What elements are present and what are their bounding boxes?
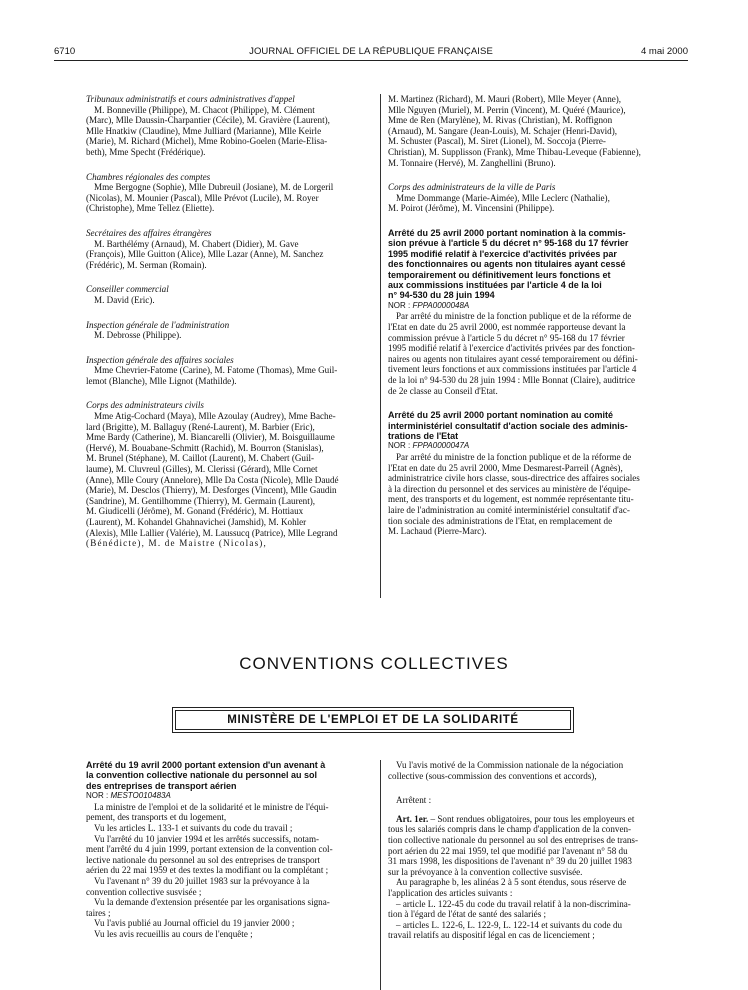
column-divider-bottom	[380, 760, 381, 990]
decree-body: La ministre de l'emploi et de la solidarité et le ministre de l'équi- pement, des transports et du logement, Vu les articles L. 133-1 et suivants du code du travail ; Vu l'arrêté du 10 janvier 1994 et les arrêtés successifs, notam- ment l'arrêté du 4 juin 1999, portant extension de la convention col- lective nationale du personnel au sol des entreprises de transport aérien du 22 mai 1959 et des textes la modifiant ou la complétant ; Vu l'avenant n° 39 du 20 juillet 1983 sur la prévoyance à la convention collective susvisée ; Vu la demande d'extension présentée par les organisations signa- taires ; Vu l'avis publié au Journal officiel du 19 janvier 2000 ; Vu les avis recueillis au cours de l'enquête ;	[86, 801, 333, 939]
article-1: Art. 1er. – Sont rendues obligatoires, pour tous les employeurs et tous les salariés compris dans le champ d'application de la conven- tion collective nationale du personnel au sol des entreprises de trans- port aérien du 22 mai 1959, tel que modifié par l'avenant n° 58 du 31 mars 1998, les dispositions de l'avenant n° 39 du 20 juillet 1983 sur la prévoyance à la convention collective susvisée.	[388, 813, 638, 877]
decree-title: Arrêté du 25 avril 2000 portant nomination au comité interministériel consultatif d'action sociale des adminis- trations de l'Etat	[388, 410, 628, 441]
left-column-bottom	[86, 760, 374, 940]
nor-reference: NOR : FPPA0000047A	[388, 441, 470, 451]
journal-title: JOURNAL OFFICIEL DE LA RÉPUBLIQUE FRANÇAISE	[249, 46, 493, 57]
name-list: M. Bonneville (Philippe), M. Chacot (Philippe), M. Clément (Marc), Mlle Daussin-Charpantier (Cécile), M. Gravière (Laurent), Mlle Hnatkiw (Claudine), Mme Julliard (Marianne), Mlle Keirle (Marie), M. Richard (Michel), Mme Robino-Goelen (Marie-Elisa- beth), Mme Specht (Frédérique).	[86, 104, 330, 157]
section-heading: Tribunaux administratifs et cours administratives d'appel	[86, 94, 295, 104]
right-column-bottom	[388, 760, 678, 941]
article-label: Art. 1er.	[396, 813, 429, 824]
name-list: Mme Dommange (Marie-Aimée), Mlle Leclerc (Nathalie), M. Poirot (Jérôme), M. Vincensini (Philippe).	[388, 192, 610, 214]
section-heading: Corps des administrateurs civils	[86, 400, 204, 411]
section-heading: Chambres régionales des comptes	[86, 171, 211, 182]
ministry-title: MINISTÈRE DE L'EMPLOI ET DE LA SOLIDARITÉ	[175, 710, 571, 730]
section-heading: Inspection générale de l'administration	[86, 319, 230, 330]
decree-body: Par arrêté du ministre de la fonction publique et de la réforme de l'Etat en date du 25 avril 2000, Mme Desmarest-Parreil (Agnès), administratrice civile hors classe, sous-directrice des affaires sociales à la direction du personnel et des services au ministère de l'équipe- ment, des transports et du logement, est nommée représentante titu- laire de l'administration au comité interministériel consultatif d'ac- tion sociale des administrations de l'Etat, en remplacement de M. Lachaud (Pierre-Marc).	[388, 451, 640, 537]
name-list: Mme Bergogne (Sophie), Mlle Dubreuil (Josiane), M. de Lorgeril (Nicolas), M. Mounier (Pascal), Mlle Prévot (Lucile), M. Royer (Christophe), Mme Tellez (Eliette).	[86, 182, 334, 214]
name-list: M. Martinez (Richard), M. Mauri (Robert), Mlle Meyer (Anne), Mlle Nguyen (Muriel), M. Perrin (Vincent), M. Quéré (Maurice), Mme de Ren (Marylène), M. Rivas (Christian), M. Roffignon (Arnaud), M. Sangare (Jean-Louis), M. Schajer (Henri-David), M. Schuster (Pascal), M. Siret (Lionel), M. Soccoja (Pierre- Christian), M. Supplisson (Frank), Mme Thibau-Leveque (Fabienne), M. Tonnaire (Hervé), M. Zanghellini (Bruno).	[388, 94, 641, 168]
header-rule	[54, 60, 688, 61]
section-title: CONVENTIONS COLLECTIVES	[239, 654, 509, 673]
nor-reference: NOR : MESTO010483A	[86, 791, 171, 801]
right-column-top	[388, 94, 678, 537]
decree-body: Vu l'avis motivé de la Commission nationale de la négociation collective (sous-commission des conventions et accords),	[388, 760, 624, 781]
name-list: Mme Atig-Cochard (Maya), Mlle Azoulay (Audrey), Mme Bache- lard (Brigitte), M. Ballaguy (René-Laurent), M. Barbier (Eric), Mme Bardy (Catherine), M. Biancarelli (Olivier), M. Boisguillaume (Hervé), M. Bouabane-Schmitt (Rachid), M. Bourron (Stanislas), M. Brunel (Stéphane), M. Caillot (Laurent), M. Chabert (Guil- laume), M. Cluvreul (Gilles), M. Clerissi (Gérard), Mlle Cornet (Anne), Mlle Coury (Annelore), Mlle Da Costa (Nicole), Mlle Daudé (Marie), M. Desclos (Thierry), M. Desforges (Vincent), Mlle Gaudin (Sandrine), M. Gentilhomme (Thierry), M. Germain (Laurent), M. Giudicelli (Jérôme), M. Gonand (Frédéric), M. Hottiaux (Laurent), M. Kohandel Ghahnavichei (Jamshid), M. Kohler (Alexis), Mlle Lallier (Valérie), M. Laussucq (Patrice), Mlle Legrand (Bénédicte), M. de Maistre (Nicolas),	[86, 411, 339, 549]
name-list: M. Barthélémy (Arnaud), M. Chabert (Didier), M. Gave (François), Mlle Guitton (Alice), Mlle Lazar (Anne), M. Sanchez (Frédéric), M. Serman (Romain).	[86, 238, 324, 270]
ministry-box	[172, 707, 574, 733]
page-number: 6710	[54, 46, 76, 57]
arretent-label: Arrêtent :	[396, 795, 432, 806]
section-heading: Secrétaires des affaires étrangères	[86, 227, 212, 238]
decree-title: Arrêté du 19 avril 2000 portant extension d'un avenant à la convention collective nationale du personnel au sol des entreprises de transport aérien	[86, 760, 326, 791]
issue-date: 4 mai 2000	[640, 46, 688, 57]
decree-body: Par arrêté du ministre de la fonction publique et de la réforme de l'Etat en date du 25 avril 2000, est nommée rapporteuse devant la commission prévue à l'article 5 du décret n° 95-168 du 17 février 1995 modifié relatif à l'exercice d'activités privées par des fonction- naires ou agents non titulaires ayant cessé temporairement ou défini- tivement leurs fonctions et aux commissions instituées par l'article 4 de la loi n° 94-530 du 28 juin 1994 : Mlle Bonnat (Claire), auditrice de 2e classe au Conseil d'Etat.	[388, 311, 638, 396]
name-list: M. Debrosse (Philippe).	[94, 330, 182, 341]
left-column-top	[86, 94, 390, 549]
section-heading: Corps des administrateurs de la ville de Paris	[388, 182, 556, 193]
page-header	[54, 46, 688, 62]
section-heading: Conseiller commercial	[86, 284, 169, 295]
name-list: M. David (Eric).	[94, 294, 155, 305]
nor-reference: NOR : FPPA0000048A	[388, 300, 470, 310]
decree-title: Arrêté du 25 avril 2000 portant nomination à la commis- sion prévue à l'article 5 du décret n° 95-168 du 17 février 1995 modifié relatif à l'exercice d'activités privées par des fonctionnaires ou agents non titulaires ayant cessé temporairement ou définitivement leurs fonctions et aux commissions instituées par l'article 4 de la loi n° 94-530 du 28 juin 1994	[388, 227, 629, 301]
name-list: Mme Chevrier-Fatome (Carine), M. Fatome (Thomas), Mme Guil- lemot (Blanche), Mlle Lignot (Mathilde).	[86, 365, 338, 386]
paragraph-b: Au paragraphe b, les alinéas 2 à 5 sont étendus, sous réserve de l'application des articles suivants : – article L. 122-45 du code du travail relatif à la non-discrimina- tion à l'égard de l'état de santé des salariés ; – articles L. 122-6, L. 122-9, L. 122-14 et suivants du code du travail relatifs au dispositif légal en cas de licenciement ;	[388, 877, 631, 941]
section-heading: Inspection générale des affaires sociales	[86, 354, 234, 365]
